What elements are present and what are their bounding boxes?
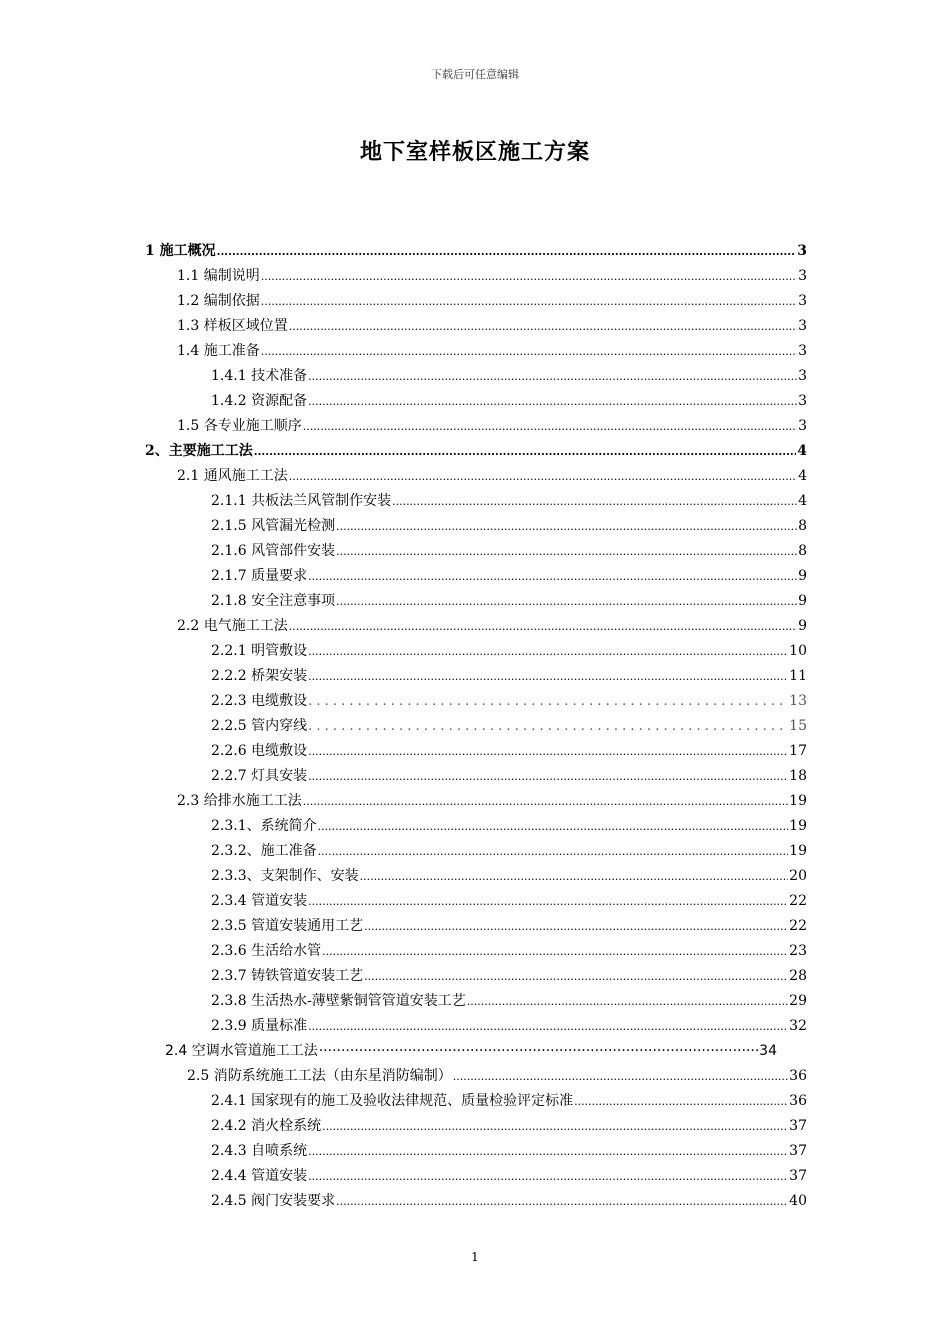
toc-entry-page: 34	[759, 1043, 777, 1059]
toc-entry-label: 2.1 通风施工工法	[177, 468, 288, 484]
toc-entry-label: 2.4.5 阀门安装要求	[211, 1193, 336, 1209]
toc-entry-page: 8	[798, 543, 807, 559]
toc-entry[interactable]	[211, 813, 807, 835]
toc-entry[interactable]	[211, 538, 807, 560]
dot-leader	[261, 267, 797, 285]
toc-entry-page: 4	[798, 468, 807, 484]
toc-entry-page: 28	[789, 968, 807, 984]
dot-leader	[336, 517, 797, 535]
toc-entry[interactable]	[177, 463, 807, 485]
dot-leader	[336, 1192, 788, 1210]
toc-entry[interactable]	[145, 238, 807, 260]
toc-entry[interactable]	[177, 613, 807, 635]
dot-leader	[308, 667, 788, 685]
toc-entry-label: 2.3.9 质量标准	[211, 1018, 308, 1034]
toc-entry-page: 3	[797, 243, 807, 259]
toc-entry-label: 2.4.4 管道安装	[211, 1168, 308, 1184]
dot-leader	[392, 492, 797, 510]
dot-leader	[308, 1017, 788, 1035]
toc-entry-page: 19	[789, 818, 807, 834]
toc-entry-label: 2.2.2 桥架安装	[211, 668, 308, 684]
toc-entry-label: 2.3 给排水施工工法	[177, 793, 302, 809]
toc-entry[interactable]	[211, 963, 807, 985]
toc-entry-page: 22	[789, 893, 807, 909]
toc-entry-page: 3	[798, 393, 807, 409]
toc-entry-label: 1.3 样板区域位置	[177, 318, 288, 334]
dot-leader	[318, 842, 789, 860]
toc-entry[interactable]	[211, 1013, 807, 1035]
toc-entry-label: 1 施工概况	[145, 243, 216, 259]
toc-entry-page: 3	[798, 343, 807, 359]
toc-entry[interactable]	[211, 838, 807, 860]
toc-entry-page: 37	[789, 1118, 807, 1134]
toc-entry-label: 1.5 各专业施工顺序	[177, 418, 302, 434]
toc-entry[interactable]	[187, 1063, 807, 1085]
toc-entry[interactable]	[211, 1113, 807, 1135]
dot-leader	[453, 1067, 788, 1085]
toc-entry[interactable]	[211, 888, 807, 910]
toc-entry[interactable]	[211, 713, 807, 735]
dot-leader	[336, 592, 797, 610]
toc-entry[interactable]	[211, 638, 807, 660]
dot-leader	[308, 392, 797, 410]
toc-entry-label: 2.2 电气施工工法	[177, 618, 288, 634]
toc-entry-page: 9	[798, 618, 807, 634]
toc-entry-label: 2.3.6 生活给水管	[211, 943, 322, 959]
toc-entry-page: 3	[798, 368, 807, 384]
toc-entry-page: 9	[798, 568, 807, 584]
dot-leader	[308, 1142, 788, 1160]
dot-leader	[308, 1167, 788, 1185]
toc-entry-page: 13	[789, 693, 807, 709]
dot-leader	[467, 992, 788, 1010]
dot-leader	[254, 442, 797, 460]
toc-entry-page: 3	[798, 418, 807, 434]
toc-entry-page: 29	[789, 993, 807, 1009]
toc-entry[interactable]	[145, 438, 807, 460]
dot-leader	[574, 1092, 788, 1110]
toc-entry-label: 2.2.1 明管敷设	[211, 643, 308, 659]
toc-entry-label: 2.4.2 消火栓系统	[211, 1118, 322, 1134]
dot-leader	[364, 967, 788, 985]
toc-entry-label: 1.4 施工准备	[177, 343, 260, 359]
toc-entry[interactable]	[211, 688, 807, 710]
toc-entry[interactable]	[211, 588, 807, 610]
toc-entry-label: 2.1.8 安全注意事项	[211, 593, 336, 609]
toc-entry-label: 2.3.7 铸铁管道安装工艺	[211, 968, 364, 984]
dot-leader	[308, 642, 788, 660]
toc-entry-label: 2.3.8 生活热水-薄壁紫铜管管道安装工艺	[211, 993, 466, 1009]
toc-entry-page: 36	[789, 1068, 807, 1084]
toc-entry[interactable]	[211, 913, 807, 935]
dot-leader	[308, 742, 788, 760]
toc-entry-label: 1.2 编制依据	[177, 293, 260, 309]
dot-leader	[308, 567, 797, 585]
toc-entry[interactable]	[211, 663, 807, 685]
toc-entry[interactable]	[211, 938, 807, 960]
toc-entry-page: 23	[789, 943, 807, 959]
toc-entry-page: 3	[798, 268, 807, 284]
toc-entry[interactable]	[211, 563, 807, 585]
toc-entry-label: 2.3.5 管道安装通用工艺	[211, 918, 364, 934]
toc-entry[interactable]	[211, 863, 807, 885]
toc-entry-page: 37	[789, 1168, 807, 1184]
toc-entry-page: 36	[789, 1093, 807, 1109]
toc-entry-label: 1.4.2 资源配备	[211, 393, 308, 409]
toc-entry-label: 2.1.7 质量要求	[211, 568, 308, 584]
page-number: 1	[471, 1250, 479, 1264]
dot-leader	[322, 942, 788, 960]
toc-entry-label: 2.2.3 电缆敷设	[211, 693, 308, 709]
toc-entry-page: 18	[789, 768, 807, 784]
toc-entry-page: 40	[789, 1193, 807, 1209]
toc-entry[interactable]	[177, 338, 807, 360]
dot-leader	[261, 292, 797, 310]
toc-entry[interactable]	[211, 1088, 807, 1110]
toc-entry-page: 4	[798, 493, 807, 509]
toc-entry-page: 19	[789, 793, 807, 809]
dot-leader	[308, 367, 797, 385]
toc-entry-label: 2.2.6 电缆敷设	[211, 743, 308, 759]
dot-leader	[289, 467, 797, 485]
dot-leader	[308, 717, 788, 735]
toc-entry-label: 2.3.1、系统简介	[211, 818, 317, 834]
dot-leader	[217, 242, 797, 260]
toc-entry-page: 17	[789, 743, 807, 759]
toc-entry-page: 15	[789, 718, 807, 734]
toc-entry-label: 1.1 编制说明	[177, 268, 260, 284]
toc-entry-page: 22	[789, 918, 807, 934]
dot-leader	[303, 792, 788, 810]
toc-entry-label: 2.3.4 管道安装	[211, 893, 308, 909]
document-title: 地下室样板区施工方案	[359, 139, 590, 165]
toc-entry-page: 11	[789, 668, 807, 684]
toc-entry[interactable]	[177, 788, 807, 810]
toc-entry-label: 2.1.1 共板法兰风管制作安装	[211, 493, 392, 509]
toc-entry[interactable]	[177, 313, 807, 335]
toc-entry[interactable]	[211, 388, 807, 410]
toc-entry-label: 2.2.5 管内穿线	[211, 718, 308, 734]
toc-entry-label: 1.4.1 技术准备	[211, 368, 308, 384]
dot-leader	[364, 917, 788, 935]
toc-entry-label: 2.2.7 灯具安装	[211, 768, 308, 784]
toc-entry-label: 2.3.2、施工准备	[211, 843, 317, 859]
toc-entry[interactable]	[211, 513, 807, 535]
toc-entry[interactable]	[177, 263, 807, 285]
dot-leader	[308, 692, 788, 710]
toc-entry-page: 32	[789, 1018, 807, 1034]
toc-entry[interactable]	[211, 1163, 807, 1185]
toc-entry-label: 2.1.6 风管部件安装	[211, 543, 336, 559]
dot-leader	[289, 617, 797, 635]
toc-entry[interactable]	[211, 488, 807, 510]
toc-entry-page: 3	[798, 318, 807, 334]
toc-entry-page: 10	[789, 643, 807, 659]
dot-leader	[360, 867, 789, 885]
toc-entry-label: 2、主要施工工法	[145, 443, 253, 459]
toc-entry-label: 2.5 消防系统施工工法（由东星消防编制）	[187, 1068, 452, 1084]
toc-entry[interactable]	[211, 363, 807, 385]
dot-leader	[261, 342, 797, 360]
dot-leader	[319, 1042, 758, 1060]
toc-entry-page: 9	[798, 593, 807, 609]
toc-entry-page: 4	[797, 443, 807, 459]
dot-leader	[289, 317, 797, 335]
dot-leader	[303, 417, 797, 435]
toc-entry[interactable]	[177, 413, 807, 435]
toc-entry-label: 2.4 空调水管道施工工法	[165, 1043, 318, 1059]
toc-entry-page: 3	[798, 293, 807, 309]
toc-entry[interactable]	[211, 988, 807, 1010]
dot-leader	[308, 767, 788, 785]
toc-entry[interactable]	[211, 738, 807, 760]
toc-entry[interactable]	[165, 1038, 777, 1060]
dot-leader	[322, 1117, 788, 1135]
page-header: 下载后可任意编辑	[431, 68, 519, 81]
toc-entry-label: 2.4.1 国家现有的施工及验收法律规范、质量检验评定标准	[211, 1093, 574, 1109]
toc-entry-page: 37	[789, 1143, 807, 1159]
toc-entry-page: 19	[789, 843, 807, 859]
toc-entry-page: 8	[798, 518, 807, 534]
dot-leader	[308, 892, 788, 910]
toc-entry[interactable]	[177, 288, 807, 310]
toc-entry-page: 20	[789, 868, 807, 884]
toc-entry-label: 2.4.3 自喷系统	[211, 1143, 308, 1159]
toc-entry[interactable]	[211, 1138, 807, 1160]
toc-entry[interactable]	[211, 1188, 807, 1210]
dot-leader	[336, 542, 797, 560]
dot-leader	[318, 817, 789, 835]
toc-entry-label: 2.3.3、支架制作、安装	[211, 868, 359, 884]
toc-entry[interactable]	[211, 763, 807, 785]
toc-entry-label: 2.1.5 风管漏光检测	[211, 518, 336, 534]
